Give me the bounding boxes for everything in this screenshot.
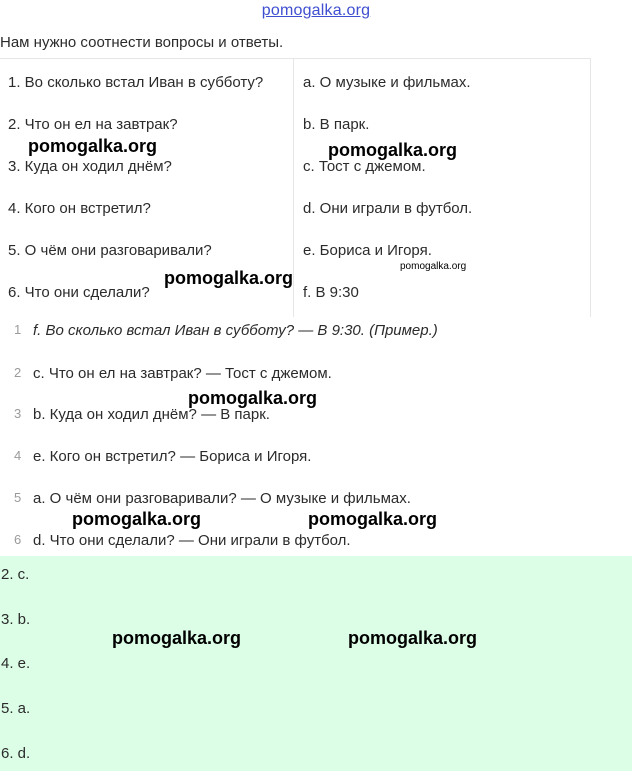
answer-option-b: b. В парк. <box>303 116 370 133</box>
answer-option-d: d. Они играли в футбол. <box>303 200 473 217</box>
answer-line: 3. b. <box>1 611 31 628</box>
list-item-number: 5 <box>14 490 22 505</box>
list-item-number: 3 <box>14 406 22 421</box>
list-item-text: f. Во сколько встал Иван в субботу? — В 9:30. (Пример.) <box>33 322 438 339</box>
matching-table <box>0 58 591 317</box>
question-2: 2. Что он ел на завтрак? <box>8 116 178 133</box>
intro-text: Нам нужно соотнести вопросы и ответы. <box>0 34 284 51</box>
answer-line: 5. a. <box>1 700 31 717</box>
answer-option-a: a. О музыке и фильмах. <box>303 74 471 91</box>
list-item-number: 2 <box>14 365 22 380</box>
watermark: pomogalka.org <box>400 261 467 272</box>
answer-line: 2. c. <box>1 566 30 583</box>
list-item-number: 4 <box>14 448 22 463</box>
list-item-number: 1 <box>14 322 22 337</box>
table-divider <box>293 59 294 317</box>
answer-option-f: f. В 9:30 <box>303 284 359 301</box>
question-4: 4. Кого он встретил? <box>8 200 151 217</box>
watermark: pomogalka.org <box>164 268 294 288</box>
question-1: 1. Во сколько встал Иван в субботу? <box>8 74 264 91</box>
watermark: pomogalka.org <box>308 509 438 529</box>
question-5: 5. О чём они разговаривали? <box>8 242 212 259</box>
answers-block <box>0 556 632 771</box>
answer-option-c: c. Тост с джемом. <box>303 158 426 175</box>
answer-line: 4. e. <box>1 655 31 672</box>
answer-line: 6. d. <box>1 745 31 762</box>
question-3: 3. Куда он ходил днём? <box>8 158 172 175</box>
answer-option-e: e. Бориса и Игоря. <box>303 242 432 259</box>
list-item-text: d. Что они сделали? — Они играли в футбол. <box>33 532 351 549</box>
watermark: pomogalka.org <box>348 628 478 648</box>
watermark: pomogalka.org <box>72 509 202 529</box>
list-item-text: b. Куда он ходил днём? — В парк. <box>33 406 270 423</box>
site-title[interactable]: pomogalka.org <box>261 2 371 19</box>
watermark: pomogalka.org <box>328 140 458 160</box>
list-item-text: e. Кого он встретил? — Бориса и Игоря. <box>33 448 312 465</box>
watermark: pomogalka.org <box>188 388 318 408</box>
list-item-text: a. О чём они разговаривали? — О музыке и фильмах. <box>33 490 411 507</box>
list-item-text: c. Что он ел на завтрак? — Тост с джемом. <box>33 365 332 382</box>
question-6: 6. Что они сделали? <box>8 284 150 301</box>
watermark: pomogalka.org <box>112 628 242 648</box>
watermark: pomogalka.org <box>28 136 158 156</box>
list-item-number: 6 <box>14 532 22 547</box>
